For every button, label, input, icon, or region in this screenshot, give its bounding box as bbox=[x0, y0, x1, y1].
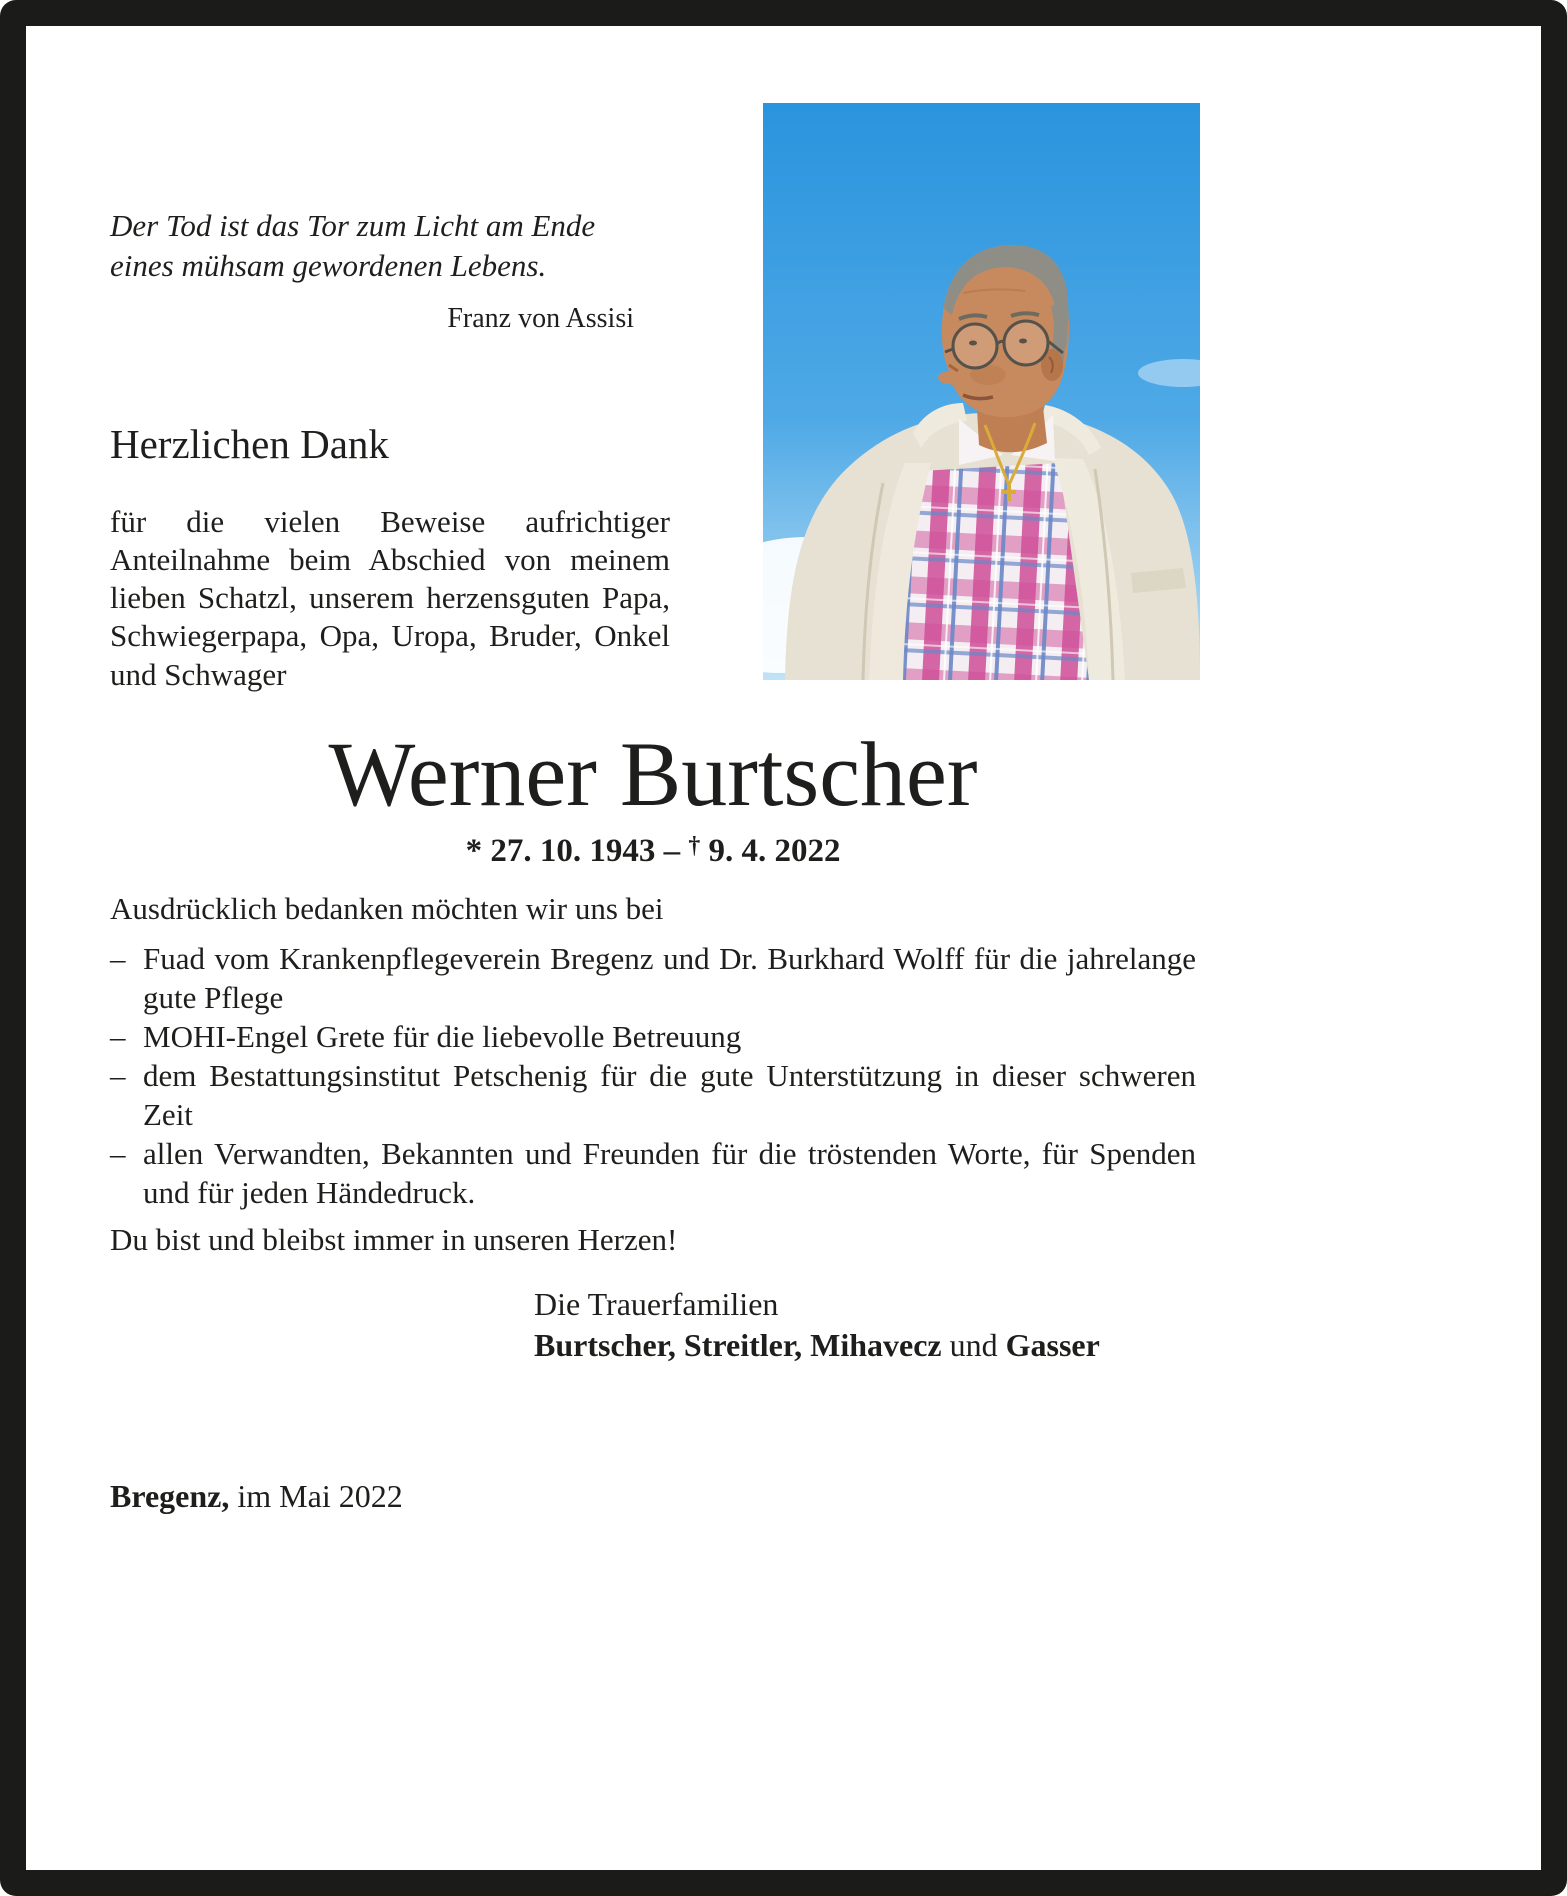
families-conjunction: und bbox=[949, 1326, 998, 1363]
dash-bullet: – bbox=[110, 1057, 126, 1093]
thanks-paragraph: für die vielen Beweise aufrichtiger Anteilnahme beim Abschied von meinem lieben Schatzl, unserem herzensguten Papa, Schwiegerpapa, Opa, Uropa, Bruder, Onkel und Schwager bbox=[110, 504, 670, 692]
dash-bullet: – bbox=[110, 1018, 126, 1054]
list-item bbox=[110, 1017, 1196, 1056]
acknowledgements-section bbox=[110, 890, 1196, 1212]
list-item-text: dem Bestattungsinstitut Petschenig für die gute Unterstützung in dieser schweren Zeit bbox=[143, 1057, 1196, 1132]
dash-bullet: – bbox=[110, 940, 126, 976]
quote-block bbox=[110, 206, 634, 337]
portrait-photo-image bbox=[763, 103, 1200, 680]
list-item bbox=[110, 1134, 1196, 1212]
portrait-photo bbox=[763, 103, 1200, 680]
dash-bullet: – bbox=[110, 1135, 126, 1171]
date: im Mai 2022 bbox=[237, 1478, 403, 1514]
list-item bbox=[110, 1056, 1196, 1134]
place-and-date bbox=[110, 1478, 403, 1515]
families-label: Die Trauerfamilien bbox=[534, 1286, 779, 1322]
list-item-text: Fuad vom Krankenpflegeverein Bregenz und Dr. Burkhard Wolff für die jahrelange gute Pflege bbox=[143, 940, 1196, 1015]
family-name-secondary: Gasser bbox=[1005, 1326, 1100, 1363]
death-dagger-symbol: † bbox=[688, 832, 701, 859]
closing-line: Du bist und bleibst immer in unseren Herzen! bbox=[110, 1222, 678, 1257]
mourning-families bbox=[534, 1284, 1100, 1366]
thanks-heading: Herzlichen Dank bbox=[110, 421, 389, 467]
quote-line-1: Der Tod ist das Tor zum Licht am Ende bbox=[110, 208, 596, 243]
family-names-primary: Burtscher, Streitler, Mihavecz bbox=[534, 1326, 942, 1363]
birth-date: * 27. 10. 1943 – bbox=[465, 832, 681, 869]
deceased-dates bbox=[110, 833, 1196, 870]
deceased-block bbox=[110, 723, 1196, 870]
families-names bbox=[534, 1325, 1100, 1366]
place: Bregenz, bbox=[110, 1478, 230, 1514]
quote-attribution: Franz von Assisi bbox=[447, 302, 634, 334]
list-item-text: allen Verwandten, Bekannten und Freunden für die tröstenden Worte, für Spenden und für jeden Händedruck. bbox=[143, 1135, 1196, 1211]
deceased-name: Werner Burtscher bbox=[328, 723, 978, 825]
quote-line-2: eines mühsam gewordenen Lebens. bbox=[110, 248, 547, 284]
acknowledgements-intro: Ausdrücklich bedanken möchten wir uns bei bbox=[110, 891, 664, 926]
acknowledgements-list bbox=[110, 939, 1196, 1212]
list-item-text: MOHI-Engel Grete für die liebevolle Betreuung bbox=[143, 1018, 742, 1054]
death-date: 9. 4. 2022 bbox=[708, 832, 841, 869]
list-item bbox=[110, 939, 1196, 1017]
